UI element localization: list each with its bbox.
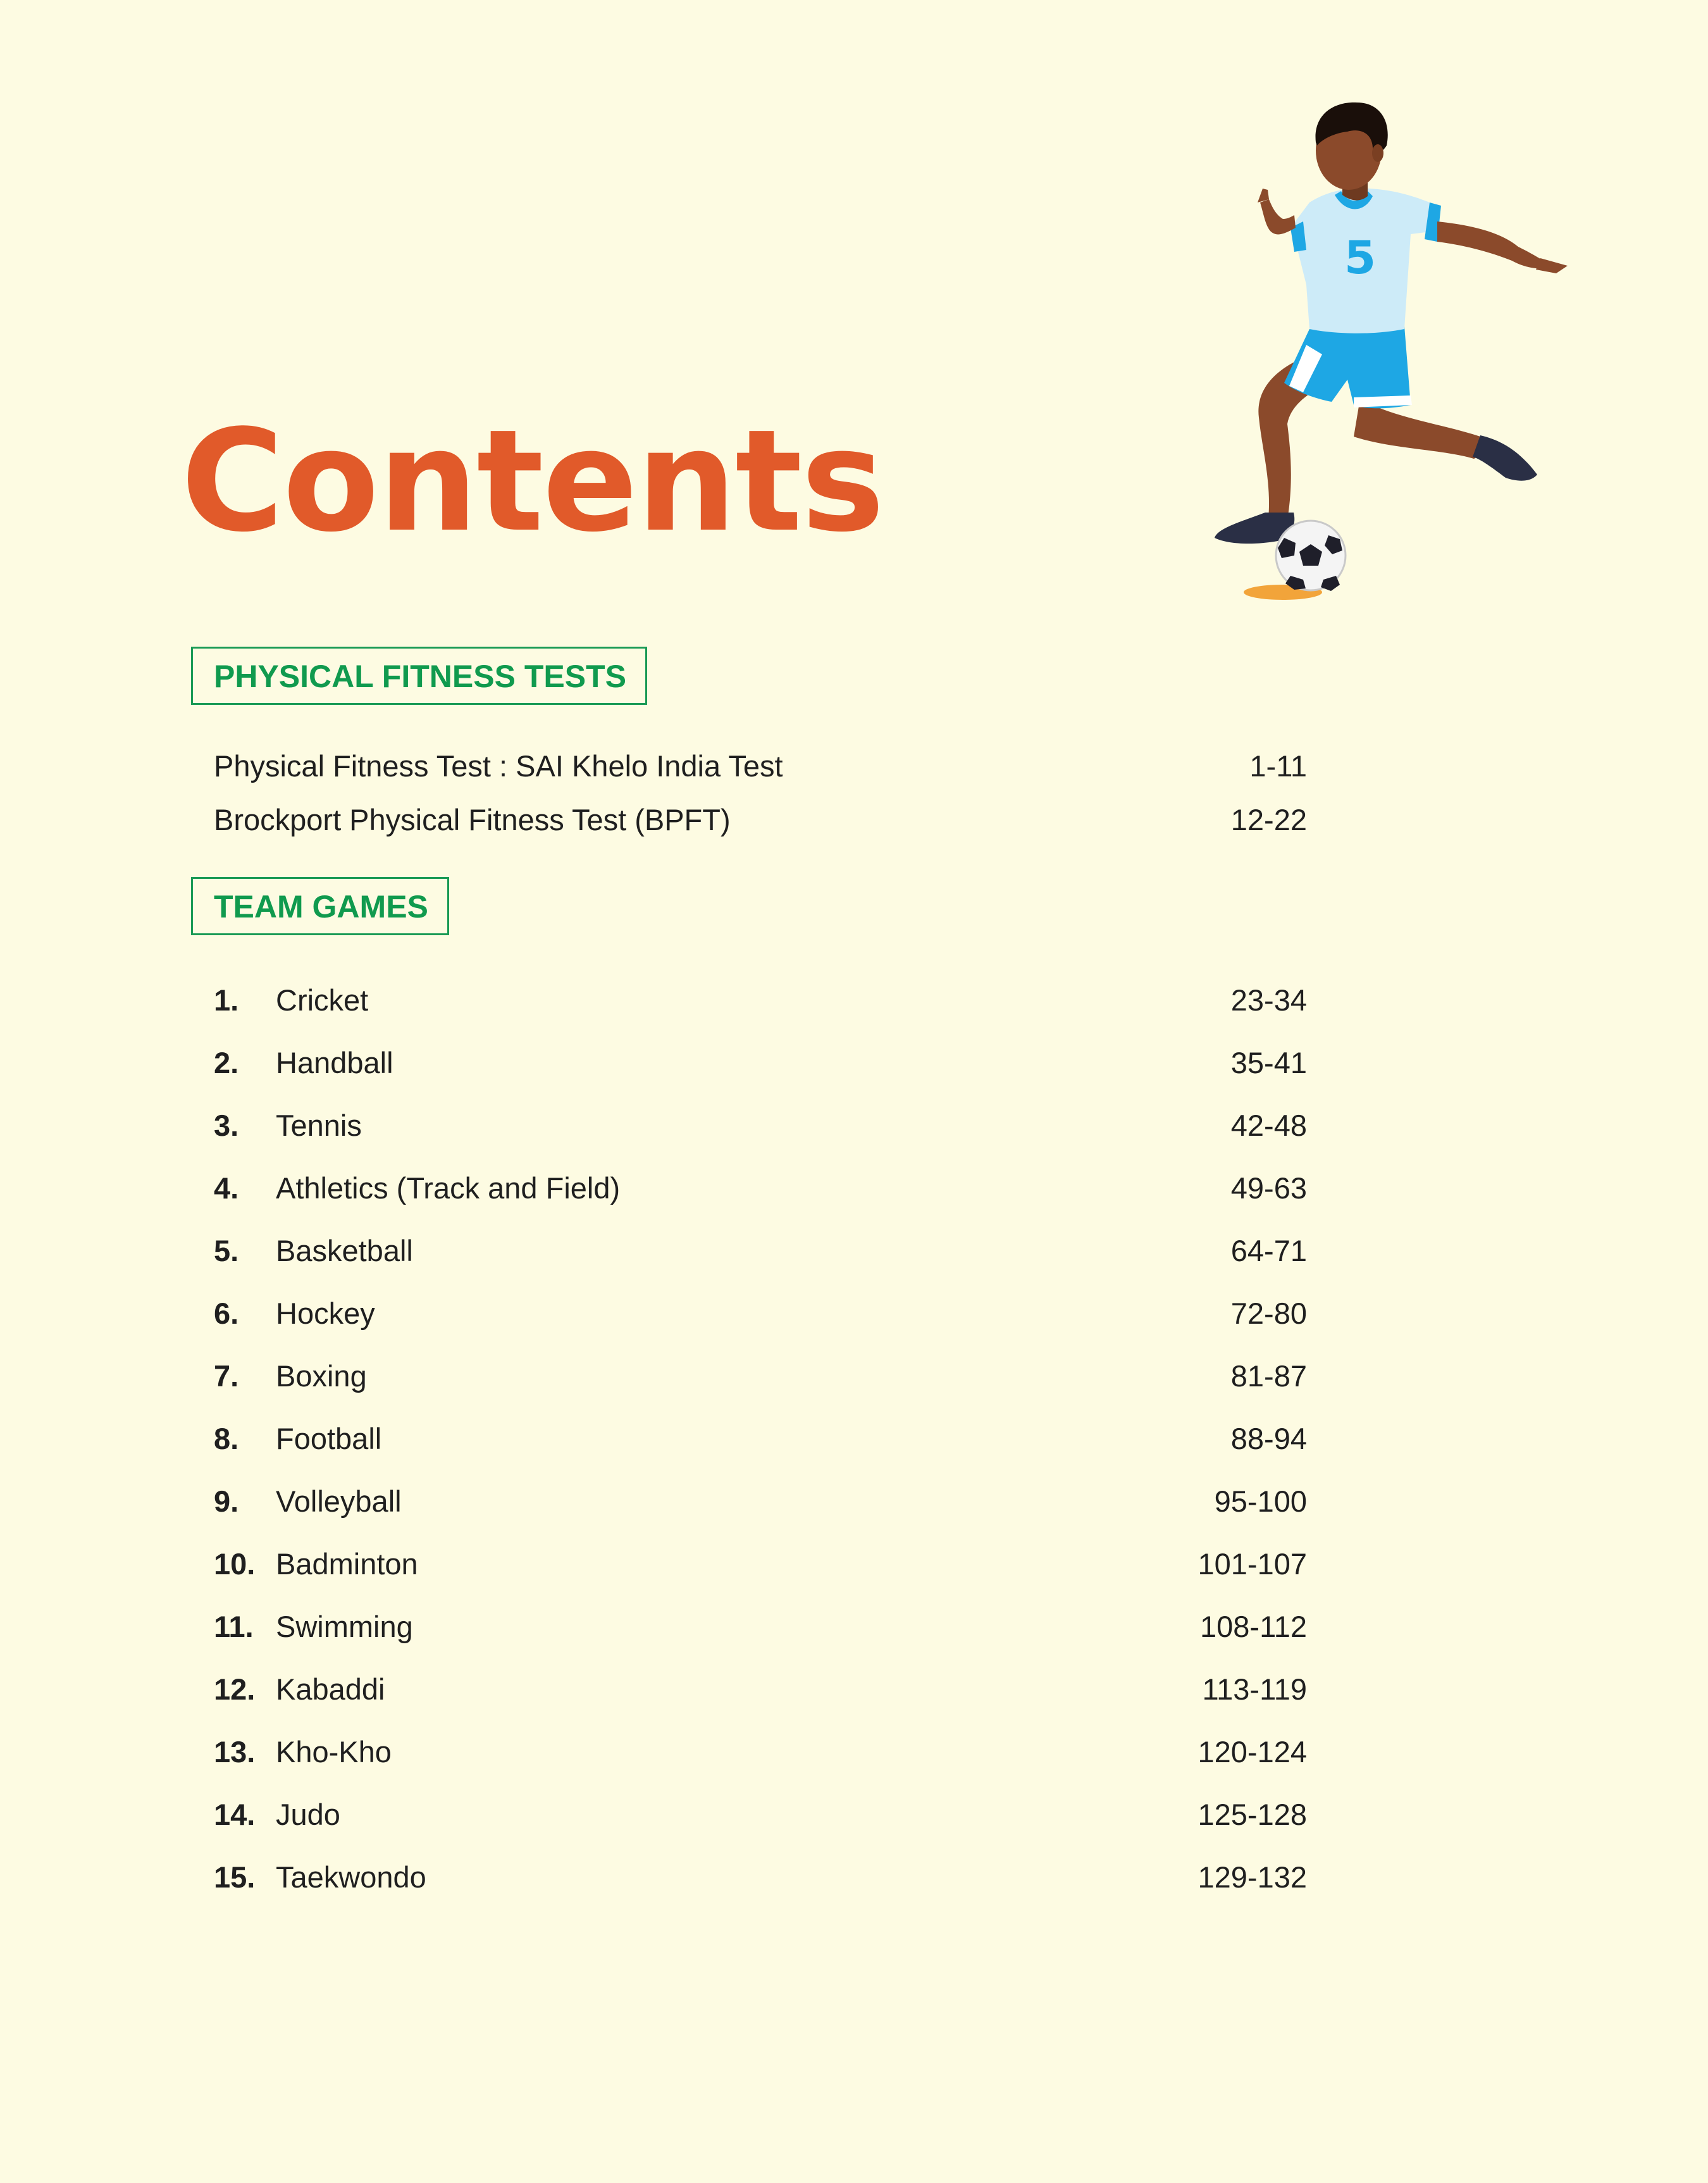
toc-entry-label: Basketball [276,1234,413,1267]
toc-entry-number: 7. [214,1359,239,1393]
toc-entry-number: 5. [214,1234,239,1267]
toc-entry-label: Boxing [276,1359,367,1393]
toc-entry-pages: 108-112 [1200,1610,1307,1643]
toc-entry-pages: 12-22 [1230,803,1307,837]
toc-entry[interactable] [214,1361,1307,1399]
toc-entry-number: 15. [214,1860,256,1894]
toc-entry[interactable] [214,1612,1307,1650]
toc-entry-label: Cricket [276,983,369,1017]
toc-entry-label: Athletics (Track and Field) [276,1171,621,1205]
toc-entry-pages: 35-41 [1230,1046,1307,1079]
toc-entry-label: Tennis [276,1109,362,1142]
toc-entry-number: 14. [214,1798,256,1831]
toc-entry-number: 6. [214,1297,239,1330]
toc-entry[interactable] [214,751,1307,789]
toc-entry-pages: 101-107 [1197,1547,1307,1581]
toc-entry[interactable] [214,1674,1307,1712]
toc-entry-number: 4. [214,1171,239,1205]
toc-entry-pages: 125-128 [1197,1798,1307,1831]
section-heading-team-games: TEAM GAMES [191,877,449,935]
toc-entry-pages: 129-132 [1197,1860,1307,1894]
toc-entry-number: 2. [214,1046,239,1079]
toc-entry[interactable] [214,1424,1307,1462]
toc-entry[interactable] [214,1800,1307,1838]
toc-entry-label: Badminton [276,1547,418,1581]
toc-entry-pages: 1-11 [1249,749,1307,783]
toc-entry-pages: 64-71 [1230,1234,1307,1267]
toc-entry-number: 8. [214,1422,239,1455]
toc-entry-label: Judo [276,1798,340,1831]
toc-entry[interactable] [214,1173,1307,1211]
toc-entry-label: Swimming [276,1610,413,1643]
svg-text:5: 5 [1344,231,1377,284]
toc-entry-label: Taekwondo [276,1860,426,1894]
toc-entry[interactable] [214,1110,1307,1148]
toc-entry[interactable] [214,805,1307,843]
toc-entry-label: Kabaddi [276,1672,385,1706]
toc-entry-number: 11. [214,1610,254,1643]
toc-entry-pages: 49-63 [1230,1171,1307,1205]
toc-entry-pages: 23-34 [1230,983,1307,1017]
toc-entry-pages: 88-94 [1230,1422,1307,1455]
toc-entry-number: 1. [214,983,239,1017]
toc-entry-pages: 72-80 [1230,1297,1307,1330]
toc-entry-pages: 95-100 [1214,1484,1307,1518]
toc-entry-number: 13. [214,1735,256,1769]
toc-entry-number: 10. [214,1547,256,1581]
toc-entry[interactable] [214,1298,1307,1336]
toc-entry[interactable] [214,1048,1307,1086]
section-heading-physical-fitness-tests: PHYSICAL FITNESS TESTS [191,647,647,705]
toc-entry-number: 9. [214,1484,239,1518]
toc-entry[interactable] [214,1737,1307,1775]
toc-entry-pages: 120-124 [1197,1735,1307,1769]
toc-entry[interactable] [214,985,1307,1023]
toc-entry-pages: 81-87 [1230,1359,1307,1393]
toc-entry-label: Football [276,1422,382,1455]
toc-entry-pages: 42-48 [1230,1109,1307,1142]
toc-entry-number: 3. [214,1109,239,1142]
toc-entry-label: Kho-Kho [276,1735,392,1769]
toc-entry[interactable] [214,1486,1307,1524]
page-title: Contents [181,400,884,563]
toc-entry[interactable] [214,1549,1307,1587]
toc-entry-pages: 113-119 [1202,1672,1307,1706]
toc-entry-label: Volleyball [276,1484,402,1518]
toc-entry[interactable] [214,1862,1307,1900]
football-player-illustration [1202,95,1594,614]
toc-entry[interactable] [214,1236,1307,1274]
toc-entry-label: Handball [276,1046,393,1079]
toc-entry-number: 12. [214,1672,256,1706]
toc-entry-label: Brockport Physical Fitness Test (BPFT) [214,803,731,837]
football-player-icon [1202,95,1594,614]
toc-entry-label: Physical Fitness Test : SAI Khelo India Test [214,749,783,783]
toc-entry-label: Hockey [276,1297,375,1330]
